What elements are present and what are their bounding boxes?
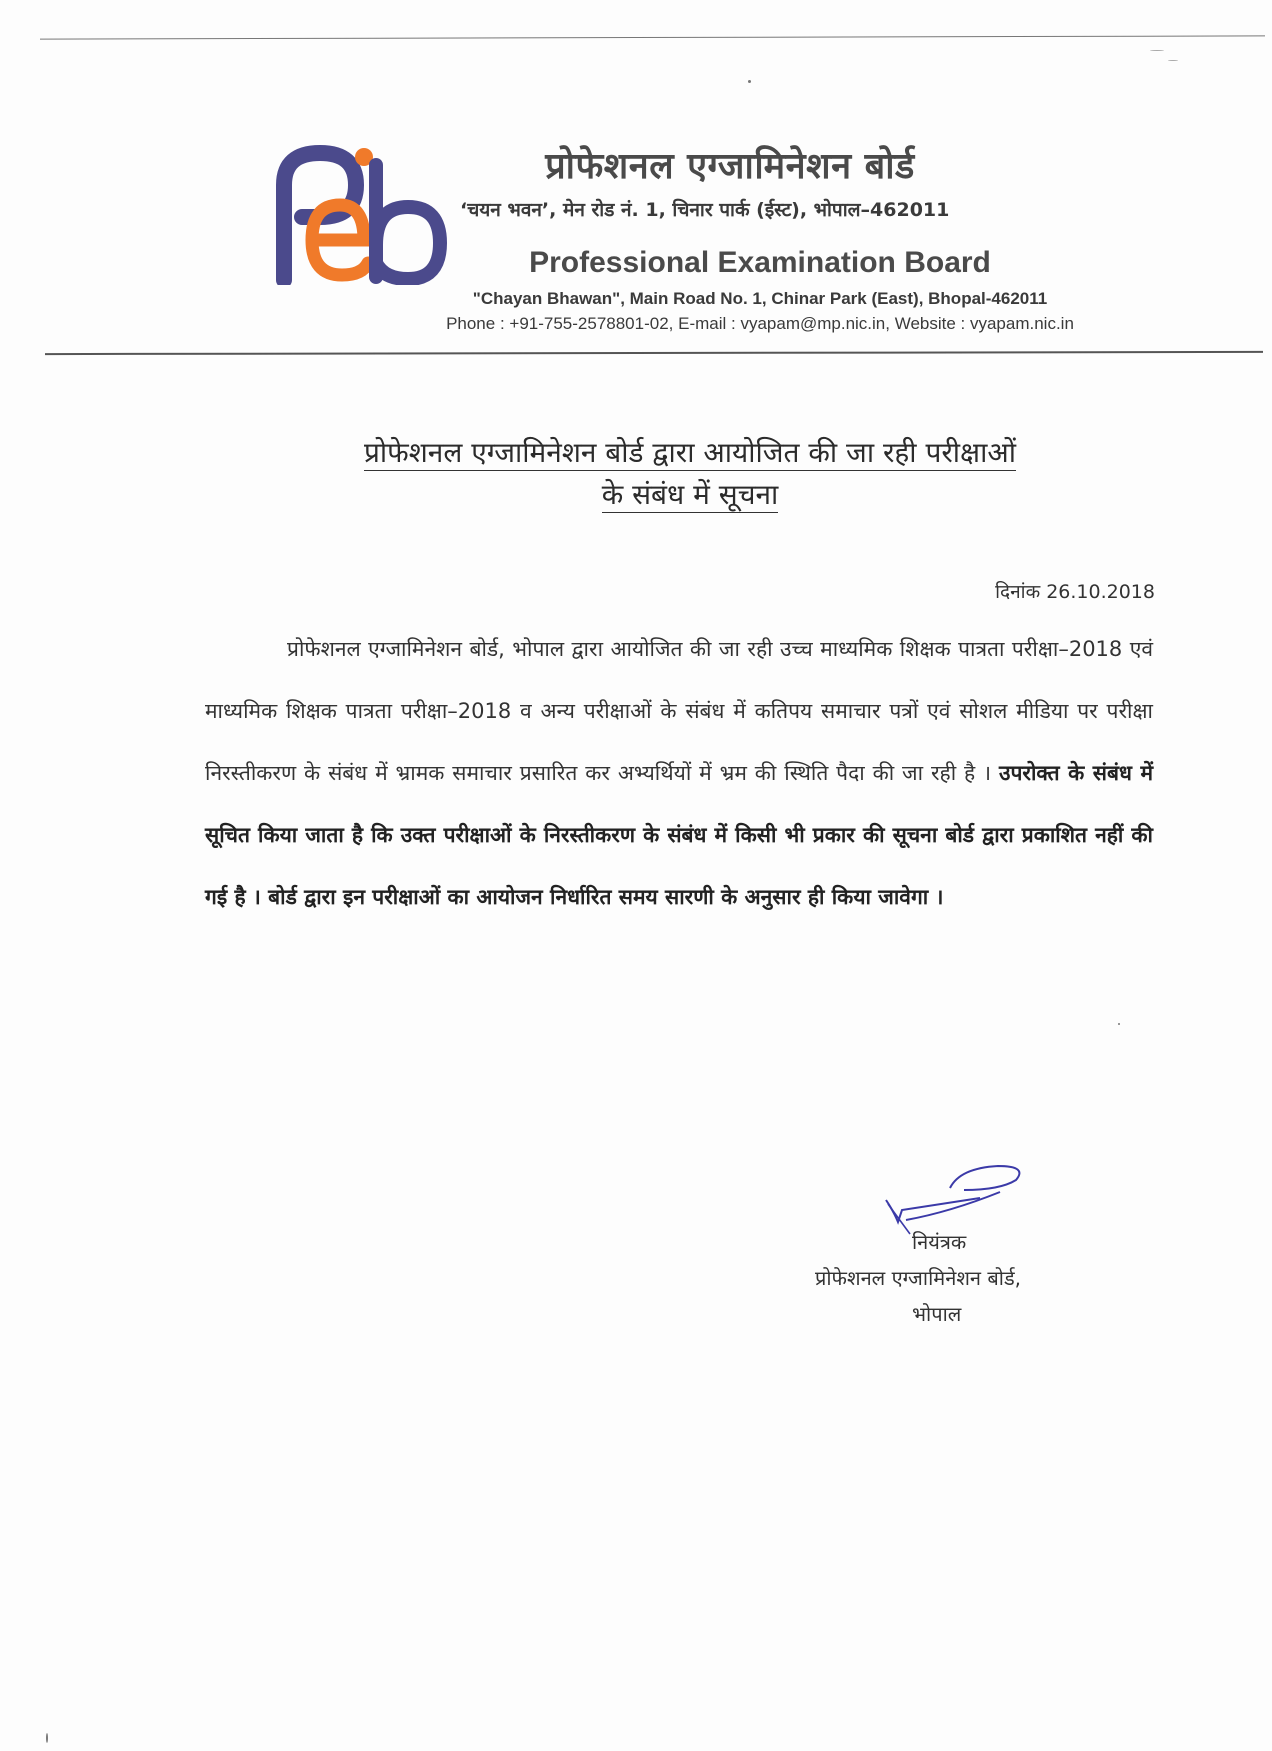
top-rule [40, 35, 1265, 39]
scan-speck [748, 80, 751, 83]
notice-date: दिनांक 26.10.2018 [995, 581, 1155, 603]
letterhead-contact: Phone : +91-755-2578801-02, E-mail : vyapam@mp.nic.in, Website : vyapam.nic.in [446, 314, 1074, 333]
scan-speck [46, 1733, 48, 1743]
notice-body-bold: उपरोक्त के संबंध में सूचित किया जाता है कि उक्त परीक्षाओं के निरस्तीकरण के संबंध में किसी भी प्रकार की सूचना बोर्ड द्वारा प्रकाशित नहीं की गई है । बोर्ड द्वारा इन परीक्षाओं का आयोजन निर्धारित समय सारणी के अनुसार ही किया जावेगा । [205, 761, 1153, 909]
scan-speck [1118, 1023, 1120, 1025]
peb-logo [272, 145, 450, 285]
notice-body-regular: प्रोफेशनल एग्जामिनेशन बोर्ड, भोपाल द्वारा आयोजित की जा रही उच्च माध्यमिक शिक्षक पात्रता परीक्षा–2018 एवं माध्यमिक शिक्षक पात्रता परीक्षा–2018 व अन्य परीक्षाओं के संबंध में कतिपय समाचार पत्रों एवं सोशल मीडिया पर परीक्षा निरस्तीकरण के संबंध में भ्रामक समाचार प्रसारित कर अभ्यर्थियों में भ्रम की स्थिति पैदा की जा रही है । [205, 637, 1153, 785]
notice-title-line1: प्रोफेशनल एग्जामिनेशन बोर्ड द्वारा आयोजित की जा रही परीक्षाओं [363, 436, 1016, 469]
notice-title-line2: के संबंध में सूचना [601, 478, 779, 511]
letterhead-english-title: Professional Examination Board [529, 246, 991, 279]
notice-body [205, 618, 1153, 928]
notice-title [240, 432, 1140, 516]
letterhead-hindi-address: ‘चयन भवन’, मेन रोड नं. 1, चिनार पार्क (ईस्ट), भोपाल–462011 [460, 199, 950, 221]
signatory-organization: प्रोफेशनल एग्जामिनेशन बोर्ड, [815, 1266, 1022, 1290]
header-rule [45, 351, 1263, 355]
signatory-city: भोपाल [912, 1302, 962, 1326]
scan-speck [1150, 50, 1164, 51]
letterhead-english-address: "Chayan Bhawan", Main Road No. 1, Chinar Park (East), Bhopal-462011 [472, 289, 1048, 308]
signatory-designation: नियंत्रक [912, 1230, 967, 1254]
letterhead-hindi-title: प्रोफेशनल एग्जामिनेशन बोर्ड [545, 146, 915, 187]
logo-b-shape [376, 165, 440, 279]
scan-speck [1168, 60, 1178, 61]
